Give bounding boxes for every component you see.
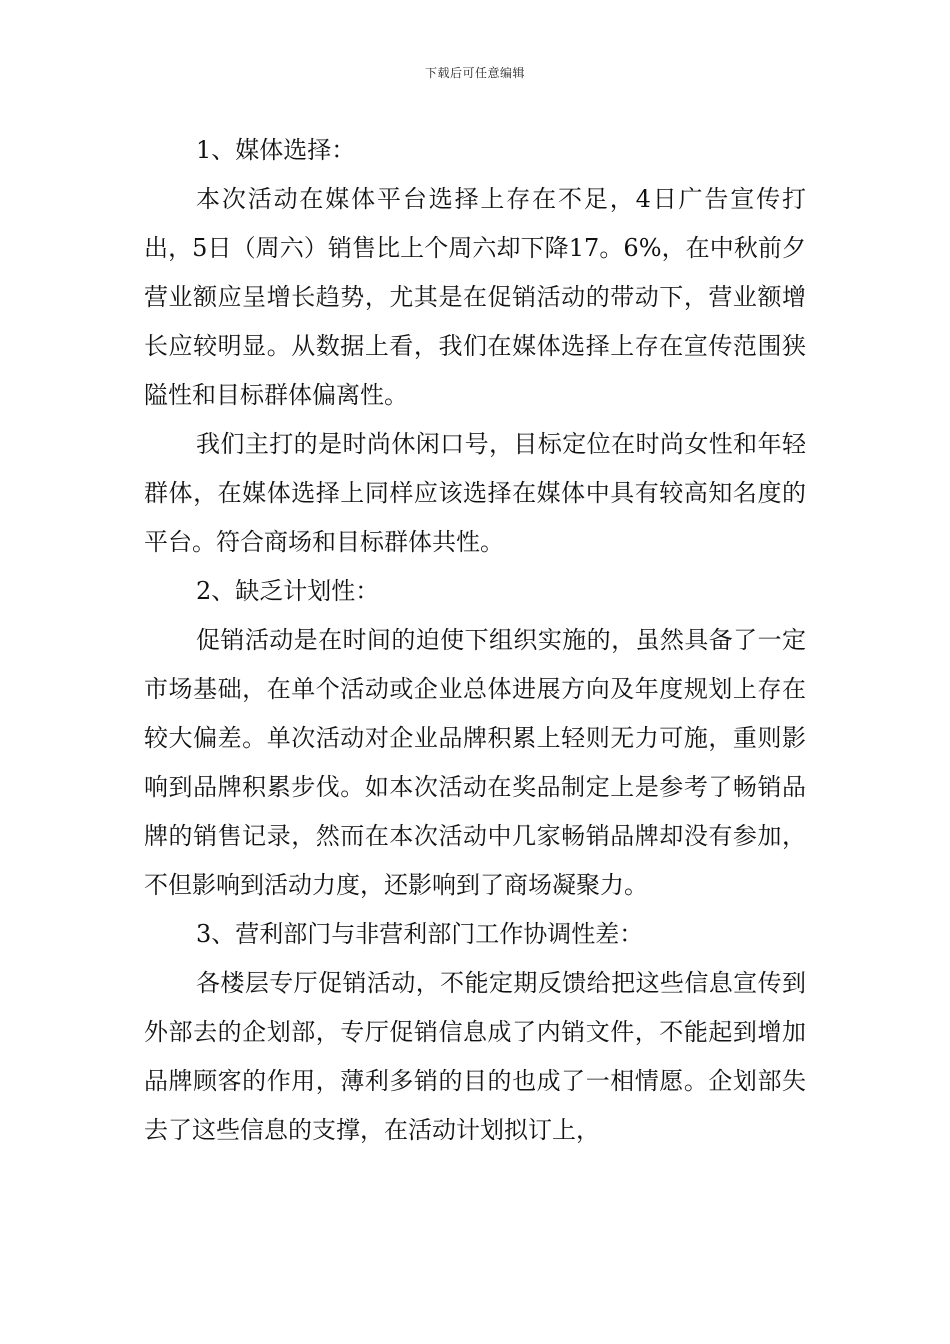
page-header-note: 下载后可任意编辑: [424, 66, 525, 80]
section-heading-department-coordination: 3、营利部门与非营利部门工作协调性差：: [196, 920, 644, 948]
document-body: [144, 126, 806, 1155]
paragraph-target-positioning: 我们主打的是时尚休闲口号，目标定位在时尚女性和年轻群体，在媒体选择上同样应该选择在媒体中具有较高知名度的平台。符合商场和目标群体共性。: [144, 430, 806, 556]
section-heading-media-selection: 1、媒体选择：: [196, 136, 356, 164]
paragraph-media-shortcomings: 本次活动在媒体平台选择上存在不足，4日广告宣传打出，5日（周六）销售比上个周六却下降17。6%，在中秋前夕营业额应呈增长趋势，尤其是在促销活动的带动下，营业额增长应较明显。从数据上看，我们在媒体选择上存在宣传范围狭隘性和目标群体偏离性。: [144, 185, 806, 409]
paragraph-planning-issues: 促销活动是在时间的迫使下组织实施的，虽然具备了一定市场基础，在单个活动或企业总体进展方向及年度规划上存在较大偏差。单次活动对企业品牌积累上轻则无力可施，重则影响到品牌积累步伐。如本次活动在奖品制定上是参考了畅销品牌的销售记录，然而在本次活动中几家畅销品牌却没有参加，不但影响到活动力度，还影响到了商场凝聚力。: [144, 626, 806, 899]
paragraph-coordination-issues: 各楼层专厅促销活动，不能定期反馈给把这些信息宣传到外部去的企划部，专厅促销信息成了内销文件，不能起到增加品牌顾客的作用，薄利多销的目的也成了一相情愿。企划部失去了这些信息的支撑，在活动计划拟订上，: [144, 969, 806, 1144]
section-heading-lack-of-planning: 2、缺乏计划性：: [196, 577, 380, 605]
